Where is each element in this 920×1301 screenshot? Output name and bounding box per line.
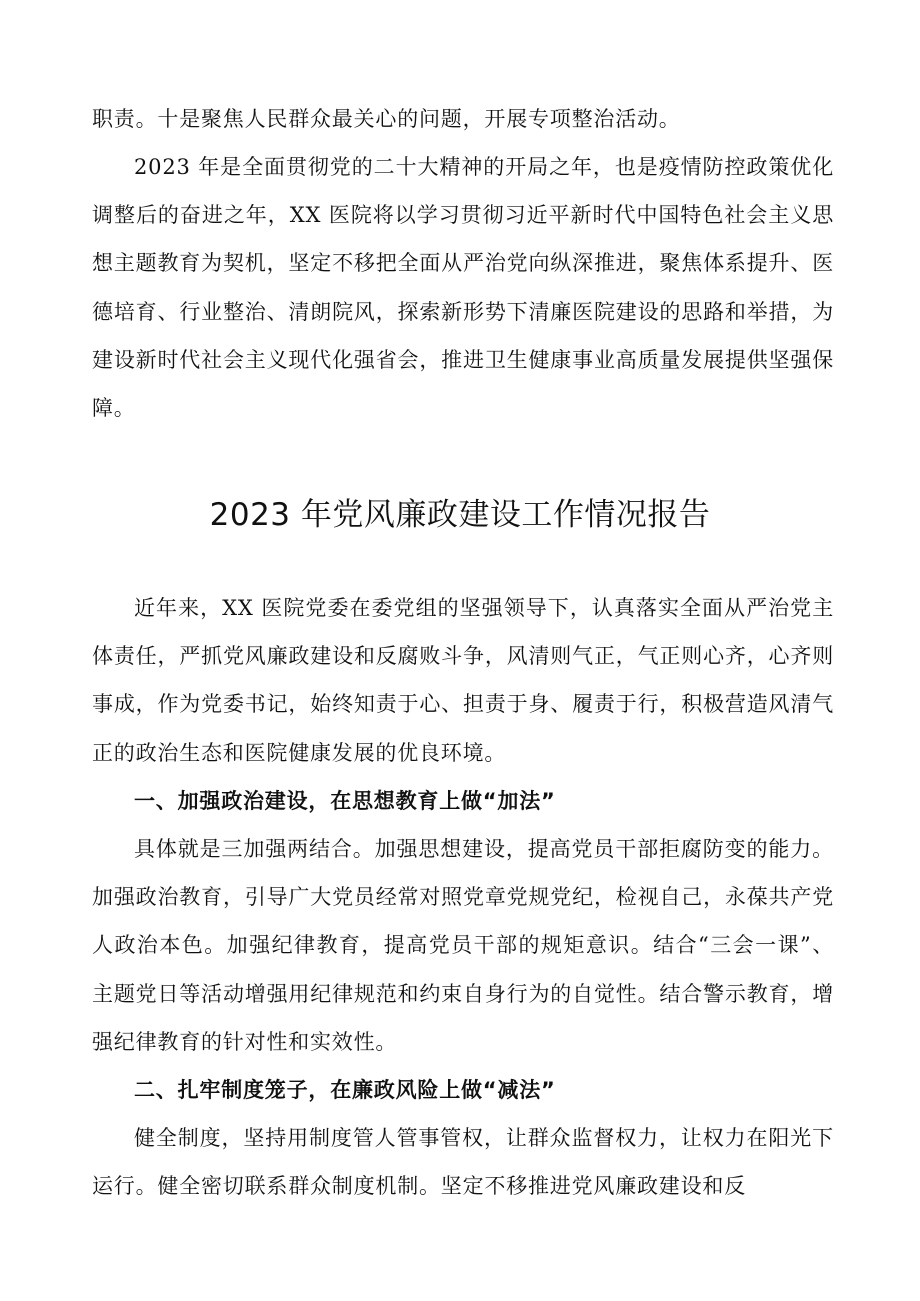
section-1-body: 具体就是三加强两结合。加强思想建设，提高党员干部拒腐防变的能力。加强政治教育，引导广大党员经常对照党章党规党纪，检视自己，永葆共产党人政治本色。加强纪律教育，提高党员干部的规矩意识。结合“三会一课”、主题党日等活动增强用纪律规范和约束自身行为的自觉性。结合警示教育，增强纪律教育的针对性和实效性。 <box>92 837 834 1054</box>
document-title: 2023 年党风廉政建设工作情况报告 <box>209 497 711 533</box>
continuation-paragraph: 职责。十是聚焦人民群众最关心的问题，开展专项整治活动。 <box>92 107 681 131</box>
paragraph-2023-outlook: 2023 年是全面贯彻党的二十大精神的开局之年，也是疫情防控政策优化调整后的奋进之年，XX 医院将以学习贯彻习近平新时代中国特色社会主义思想主题教育为契机，坚定不移把全面从严治党向纵深推进，聚焦体系提升、医德培育、行业整治、清朗院风，探索新形势下清廉医院建设的思路和举措，为建设新时代社会主义现代化强省会，推进卫生健康事业高质量发展提供坚强保障。 <box>92 155 834 421</box>
section-2-body: 健全制度，坚持用制度管人管事管权，让群众监督权力，让权力在阳光下运行。健全密切联系群众制度机制。坚定不移推进党风廉政建设和反 <box>92 1126 834 1199</box>
section-2-heading: 二、扎牢制度笼子，在廉政风险上做“减法” <box>134 1078 556 1102</box>
section-1-heading: 一、加强政治建设，在思想教育上做“加法” <box>134 789 556 813</box>
intro-paragraph: 近年来，XX 医院党委在委党组的坚强领导下，认真落实全面从严治党主体责任，严抓党风廉政建设和反腐败斗争，风清则气正，气正则心齐，心齐则事成，作为党委书记，始终知责于心、担责于身、履责于行，积极营造风清气正的政治生态和医院健康发展的优良环境。 <box>92 596 834 765</box>
